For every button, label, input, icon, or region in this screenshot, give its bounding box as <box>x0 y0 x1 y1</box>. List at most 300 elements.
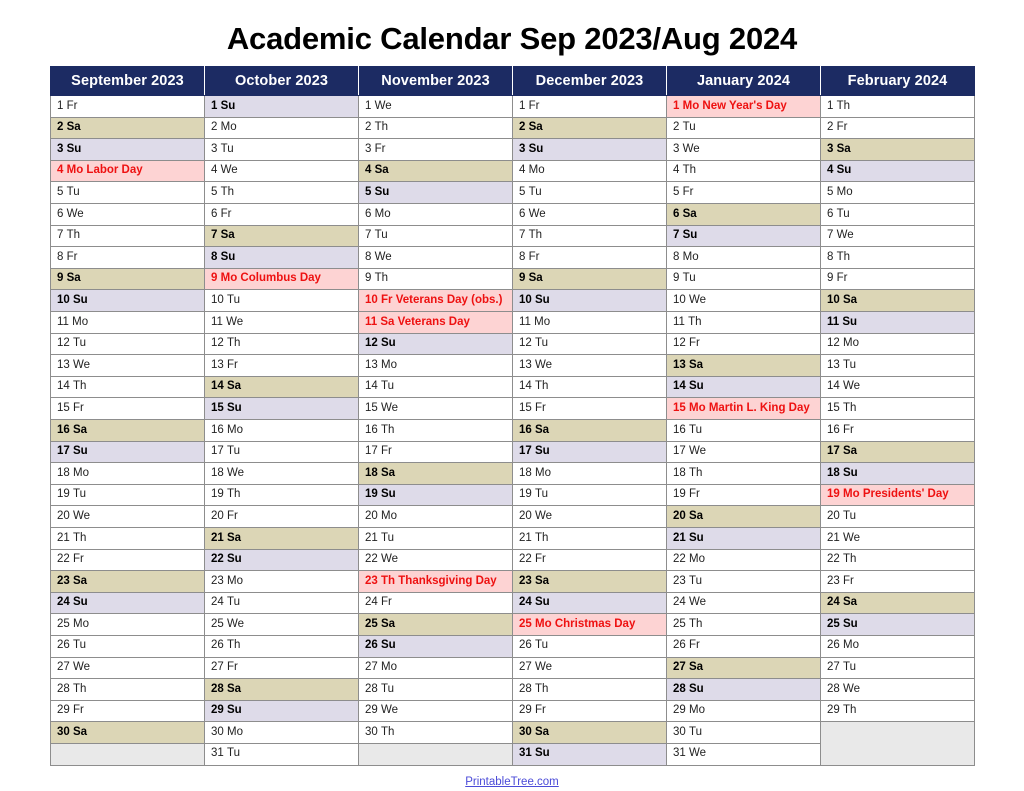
day-number: 14 <box>519 380 532 393</box>
day-abbrev: Th <box>374 272 389 285</box>
day-cell[interactable] <box>205 679 359 701</box>
day-cell[interactable] <box>513 398 667 420</box>
day-cell[interactable] <box>359 398 513 420</box>
day-cell[interactable] <box>667 139 821 161</box>
day-number: 24 <box>827 596 840 609</box>
day-cell[interactable] <box>513 204 667 226</box>
day-cell[interactable] <box>667 268 821 290</box>
day-number: 19 <box>827 488 840 501</box>
day-cell[interactable] <box>821 182 975 204</box>
printabletree-link[interactable]: PrintableTree.com <box>465 775 559 788</box>
day-cell[interactable] <box>821 117 975 139</box>
day-number: 5 <box>519 186 526 199</box>
day-cell[interactable] <box>205 312 359 334</box>
day-abbrev: Sa <box>689 358 704 371</box>
month-header-5: January 2024 <box>667 67 821 96</box>
day-number: 27 <box>57 661 70 674</box>
day-cell[interactable] <box>359 247 513 269</box>
day-cell[interactable] <box>51 614 205 636</box>
day-cell[interactable] <box>667 700 821 722</box>
day-cell[interactable] <box>205 743 359 765</box>
day-cell[interactable] <box>359 592 513 614</box>
day-cell[interactable] <box>821 355 975 377</box>
day-cell[interactable] <box>51 398 205 420</box>
day-cell[interactable] <box>51 290 205 312</box>
holiday-label: Presidents' Day <box>862 488 949 501</box>
day-cell[interactable] <box>359 96 513 118</box>
day-cell[interactable] <box>821 333 975 355</box>
day-number: 10 <box>57 293 70 306</box>
day-cell[interactable] <box>359 722 513 744</box>
day-cell[interactable] <box>359 333 513 355</box>
day-cell[interactable] <box>51 139 205 161</box>
day-abbrev: Mo <box>843 337 859 350</box>
day-cell[interactable] <box>205 355 359 377</box>
day-cell[interactable] <box>821 657 975 679</box>
day-cell[interactable] <box>513 441 667 463</box>
day-cell[interactable] <box>821 376 975 398</box>
day-cell[interactable] <box>205 441 359 463</box>
day-abbrev: Su <box>689 380 704 393</box>
day-abbrev: We <box>381 553 399 566</box>
day-cell[interactable] <box>205 398 359 420</box>
day-number: 3 <box>211 142 218 155</box>
day-number: 28 <box>519 682 532 695</box>
day-cell[interactable] <box>667 225 821 247</box>
day-cell[interactable] <box>51 376 205 398</box>
day-cell[interactable] <box>205 117 359 139</box>
day-cell[interactable] <box>359 139 513 161</box>
day-cell[interactable] <box>821 312 975 334</box>
day-cell[interactable] <box>51 420 205 442</box>
day-cell[interactable] <box>513 355 667 377</box>
calendar-row <box>51 441 975 463</box>
day-cell[interactable] <box>513 96 667 118</box>
day-cell[interactable] <box>667 484 821 506</box>
day-cell[interactable] <box>667 376 821 398</box>
day-number: 21 <box>673 531 686 544</box>
day-cell[interactable] <box>821 420 975 442</box>
day-cell[interactable] <box>821 268 975 290</box>
day-cell[interactable] <box>51 635 205 657</box>
day-number: 3 <box>57 142 64 155</box>
day-cell[interactable] <box>667 549 821 571</box>
day-number: 9 <box>673 272 680 285</box>
day-abbrev: Su <box>843 617 858 630</box>
day-cell[interactable] <box>51 333 205 355</box>
holiday-label: Thanksgiving Day <box>398 574 497 587</box>
day-cell[interactable] <box>667 398 821 420</box>
day-cell[interactable] <box>667 506 821 528</box>
day-cell[interactable] <box>205 463 359 485</box>
day-number: 5 <box>365 186 372 199</box>
day-cell[interactable] <box>821 225 975 247</box>
day-cell[interactable] <box>513 182 667 204</box>
day-cell[interactable] <box>821 527 975 549</box>
day-cell[interactable] <box>667 657 821 679</box>
day-cell[interactable] <box>821 484 975 506</box>
day-cell[interactable] <box>51 182 205 204</box>
day-cell[interactable] <box>359 614 513 636</box>
day-cell[interactable] <box>667 333 821 355</box>
day-number: 4 <box>57 164 64 177</box>
day-cell[interactable] <box>51 96 205 118</box>
day-abbrev: Su <box>220 250 236 263</box>
day-abbrev: We <box>689 747 707 760</box>
day-cell[interactable] <box>513 722 667 744</box>
day-number: 26 <box>211 639 224 652</box>
day-abbrev: Tu <box>535 639 548 652</box>
day-abbrev: Fr <box>227 509 238 522</box>
day-number: 20 <box>57 509 70 522</box>
day-cell[interactable] <box>51 527 205 549</box>
day-cell[interactable] <box>821 506 975 528</box>
day-cell[interactable] <box>821 247 975 269</box>
day-number: 19 <box>365 488 378 501</box>
day-number: 20 <box>211 509 224 522</box>
day-cell[interactable] <box>513 376 667 398</box>
day-cell[interactable] <box>513 614 667 636</box>
day-cell[interactable] <box>513 743 667 765</box>
day-abbrev: Fr <box>227 358 238 371</box>
day-cell[interactable] <box>667 722 821 744</box>
day-abbrev: We <box>226 315 244 328</box>
day-cell[interactable] <box>51 355 205 377</box>
day-number: 10 <box>365 293 378 306</box>
day-number: 13 <box>827 358 840 371</box>
day-number: 4 <box>827 164 834 177</box>
day-cell[interactable] <box>359 484 513 506</box>
day-cell[interactable] <box>821 139 975 161</box>
day-cell[interactable] <box>359 679 513 701</box>
day-cell[interactable] <box>821 549 975 571</box>
day-cell[interactable] <box>821 614 975 636</box>
day-cell[interactable] <box>667 571 821 593</box>
day-cell[interactable] <box>359 268 513 290</box>
day-number: 16 <box>827 423 840 436</box>
day-number: 16 <box>519 423 532 436</box>
calendar-row <box>51 700 975 722</box>
day-cell[interactable] <box>821 700 975 722</box>
day-cell[interactable] <box>667 635 821 657</box>
day-cell[interactable] <box>513 463 667 485</box>
day-cell[interactable] <box>51 204 205 226</box>
day-cell[interactable] <box>359 204 513 226</box>
day-cell[interactable] <box>513 700 667 722</box>
day-cell[interactable] <box>359 290 513 312</box>
day-cell[interactable] <box>513 506 667 528</box>
day-cell[interactable] <box>821 204 975 226</box>
day-cell[interactable] <box>359 527 513 549</box>
day-cell[interactable] <box>205 571 359 593</box>
day-cell[interactable] <box>821 441 975 463</box>
day-abbrev: Mo <box>689 553 705 566</box>
day-cell[interactable] <box>513 268 667 290</box>
day-number: 5 <box>673 186 680 199</box>
day-cell[interactable] <box>513 549 667 571</box>
day-abbrev: Th <box>374 121 389 134</box>
day-abbrev: Su <box>73 293 88 306</box>
day-cell[interactable] <box>51 312 205 334</box>
calendar-row <box>51 268 975 290</box>
day-cell[interactable] <box>359 376 513 398</box>
day-cell[interactable] <box>205 592 359 614</box>
day-cell[interactable] <box>667 182 821 204</box>
day-abbrev: We <box>682 142 700 155</box>
day-cell[interactable] <box>51 700 205 722</box>
day-number: 24 <box>673 596 686 609</box>
day-abbrev: We <box>689 445 707 458</box>
day-cell[interactable] <box>359 549 513 571</box>
day-cell[interactable] <box>513 247 667 269</box>
day-abbrev: Tu <box>689 725 702 738</box>
day-number: 27 <box>827 661 840 674</box>
day-cell[interactable] <box>359 312 513 334</box>
day-abbrev: Tu <box>528 186 542 199</box>
day-number: 8 <box>57 250 64 263</box>
day-number: 20 <box>519 509 532 522</box>
day-cell[interactable] <box>359 441 513 463</box>
day-number: 15 <box>673 401 686 414</box>
day-cell[interactable] <box>51 441 205 463</box>
day-cell[interactable] <box>359 506 513 528</box>
day-number: 9 <box>519 272 526 285</box>
day-cell[interactable] <box>667 527 821 549</box>
day-number: 1 <box>673 99 680 112</box>
empty-cell <box>51 743 205 765</box>
day-cell[interactable] <box>51 592 205 614</box>
day-cell[interactable] <box>667 160 821 182</box>
day-cell[interactable] <box>51 268 205 290</box>
day-cell[interactable] <box>205 635 359 657</box>
day-cell[interactable] <box>205 614 359 636</box>
day-cell[interactable] <box>667 96 821 118</box>
day-abbrev: Th <box>535 380 549 393</box>
day-cell[interactable] <box>821 96 975 118</box>
day-abbrev: Mo <box>682 250 699 263</box>
day-number: 25 <box>211 617 224 630</box>
day-cell[interactable] <box>51 484 205 506</box>
day-abbrev: Th <box>381 725 395 738</box>
day-cell[interactable] <box>513 225 667 247</box>
day-cell[interactable] <box>205 549 359 571</box>
day-cell[interactable] <box>205 204 359 226</box>
day-number: 4 <box>673 164 680 177</box>
day-cell[interactable] <box>51 506 205 528</box>
day-cell[interactable] <box>51 463 205 485</box>
day-cell[interactable] <box>205 268 359 290</box>
day-number: 19 <box>57 488 70 501</box>
day-cell[interactable] <box>821 635 975 657</box>
day-cell[interactable] <box>205 420 359 442</box>
day-abbrev: Sa <box>689 661 704 674</box>
day-cell[interactable] <box>51 160 205 182</box>
day-number: 24 <box>519 596 532 609</box>
day-cell[interactable] <box>51 657 205 679</box>
day-abbrev: We <box>73 509 91 522</box>
day-cell[interactable] <box>205 182 359 204</box>
day-cell[interactable] <box>513 160 667 182</box>
day-abbrev: We <box>535 661 553 674</box>
day-cell[interactable] <box>513 571 667 593</box>
day-cell[interactable] <box>205 722 359 744</box>
day-number: 8 <box>519 250 526 263</box>
day-cell[interactable] <box>667 420 821 442</box>
day-cell[interactable] <box>359 700 513 722</box>
day-abbrev: We <box>227 617 245 630</box>
day-cell[interactable] <box>205 160 359 182</box>
day-cell[interactable] <box>205 376 359 398</box>
day-cell[interactable] <box>359 571 513 593</box>
day-cell[interactable] <box>359 182 513 204</box>
day-cell[interactable] <box>51 722 205 744</box>
day-cell[interactable] <box>821 679 975 701</box>
day-number: 8 <box>673 250 680 263</box>
day-cell[interactable] <box>513 592 667 614</box>
day-number: 31 <box>519 747 532 760</box>
day-cell[interactable] <box>359 355 513 377</box>
day-abbrev: Tu <box>381 531 394 544</box>
day-cell[interactable] <box>205 506 359 528</box>
calendar-row <box>51 614 975 636</box>
day-number: 25 <box>57 617 70 630</box>
day-abbrev: We <box>73 661 91 674</box>
day-number: 14 <box>57 380 70 393</box>
day-cell[interactable] <box>821 592 975 614</box>
day-number: 20 <box>827 509 840 522</box>
calendar-row <box>51 679 975 701</box>
day-cell[interactable] <box>667 117 821 139</box>
day-cell[interactable] <box>667 592 821 614</box>
day-cell[interactable] <box>359 420 513 442</box>
day-number: 30 <box>365 725 378 738</box>
empty-cell <box>821 722 975 765</box>
day-abbrev: Mo <box>73 617 89 630</box>
day-number: 20 <box>673 509 686 522</box>
day-cell[interactable] <box>205 290 359 312</box>
day-cell[interactable] <box>821 290 975 312</box>
day-cell[interactable] <box>359 657 513 679</box>
calendar-row <box>51 139 975 161</box>
day-cell[interactable] <box>821 571 975 593</box>
day-number: 26 <box>519 639 532 652</box>
day-cell[interactable] <box>821 398 975 420</box>
holiday-label: Columbus Day <box>240 272 321 285</box>
day-cell[interactable] <box>821 463 975 485</box>
day-cell[interactable] <box>513 290 667 312</box>
day-cell[interactable] <box>667 355 821 377</box>
day-cell[interactable] <box>51 247 205 269</box>
day-abbrev: Su <box>682 229 698 242</box>
day-abbrev: Tu <box>227 293 240 306</box>
day-cell[interactable] <box>513 139 667 161</box>
day-cell[interactable] <box>513 420 667 442</box>
day-number: 3 <box>673 142 680 155</box>
academic-calendar-table <box>50 66 975 765</box>
day-cell[interactable] <box>667 463 821 485</box>
day-cell[interactable] <box>205 247 359 269</box>
day-cell[interactable] <box>667 247 821 269</box>
day-cell[interactable] <box>51 225 205 247</box>
day-cell[interactable] <box>51 571 205 593</box>
day-cell[interactable] <box>513 635 667 657</box>
day-number: 26 <box>365 639 378 652</box>
day-cell[interactable] <box>513 333 667 355</box>
day-cell[interactable] <box>667 614 821 636</box>
day-cell[interactable] <box>359 635 513 657</box>
calendar-row <box>51 182 975 204</box>
day-number: 3 <box>365 142 372 155</box>
day-cell[interactable] <box>51 679 205 701</box>
day-cell[interactable] <box>359 225 513 247</box>
day-abbrev: Mo <box>381 661 397 674</box>
day-cell[interactable] <box>667 679 821 701</box>
day-abbrev: Sa <box>227 380 242 393</box>
day-cell[interactable] <box>667 441 821 463</box>
day-abbrev: Mo <box>72 315 89 328</box>
day-abbrev: Fr <box>381 445 392 458</box>
day-cell[interactable] <box>513 484 667 506</box>
day-cell[interactable] <box>821 160 975 182</box>
day-cell[interactable] <box>513 527 667 549</box>
day-cell[interactable] <box>667 204 821 226</box>
day-cell[interactable] <box>513 657 667 679</box>
day-cell[interactable] <box>51 117 205 139</box>
day-abbrev: Su <box>227 704 242 717</box>
day-number: 18 <box>673 466 686 479</box>
day-abbrev: Mo <box>535 617 552 630</box>
day-number: 25 <box>827 617 840 630</box>
day-cell[interactable] <box>513 117 667 139</box>
day-cell[interactable] <box>667 290 821 312</box>
day-cell[interactable] <box>205 139 359 161</box>
day-number: 19 <box>673 488 686 501</box>
day-number: 12 <box>519 337 532 350</box>
day-cell[interactable] <box>667 312 821 334</box>
day-cell[interactable] <box>205 700 359 722</box>
calendar-body <box>51 96 975 765</box>
day-cell[interactable] <box>205 484 359 506</box>
day-cell[interactable] <box>513 312 667 334</box>
day-cell[interactable] <box>359 117 513 139</box>
calendar-row <box>51 463 975 485</box>
day-cell[interactable] <box>513 679 667 701</box>
day-cell[interactable] <box>205 657 359 679</box>
day-abbrev: Th <box>73 682 87 695</box>
day-cell[interactable] <box>205 527 359 549</box>
calendar-row <box>51 571 975 593</box>
day-cell[interactable] <box>205 96 359 118</box>
day-cell[interactable] <box>359 463 513 485</box>
day-number: 7 <box>827 229 834 242</box>
day-abbrev: Fr <box>843 423 854 436</box>
day-abbrev: Sa <box>682 207 697 220</box>
day-cell[interactable] <box>205 225 359 247</box>
day-abbrev: Tu <box>535 488 548 501</box>
day-cell[interactable] <box>51 549 205 571</box>
day-cell[interactable] <box>205 333 359 355</box>
day-number: 11 <box>519 315 531 328</box>
day-abbrev: Th <box>682 164 697 177</box>
day-abbrev: Fr <box>73 401 84 414</box>
day-number: 28 <box>673 682 686 695</box>
day-cell[interactable] <box>667 743 821 765</box>
day-number: 20 <box>365 509 378 522</box>
calendar-row <box>51 204 975 226</box>
day-number: 24 <box>57 596 70 609</box>
day-cell[interactable] <box>359 160 513 182</box>
day-number: 14 <box>827 380 840 393</box>
